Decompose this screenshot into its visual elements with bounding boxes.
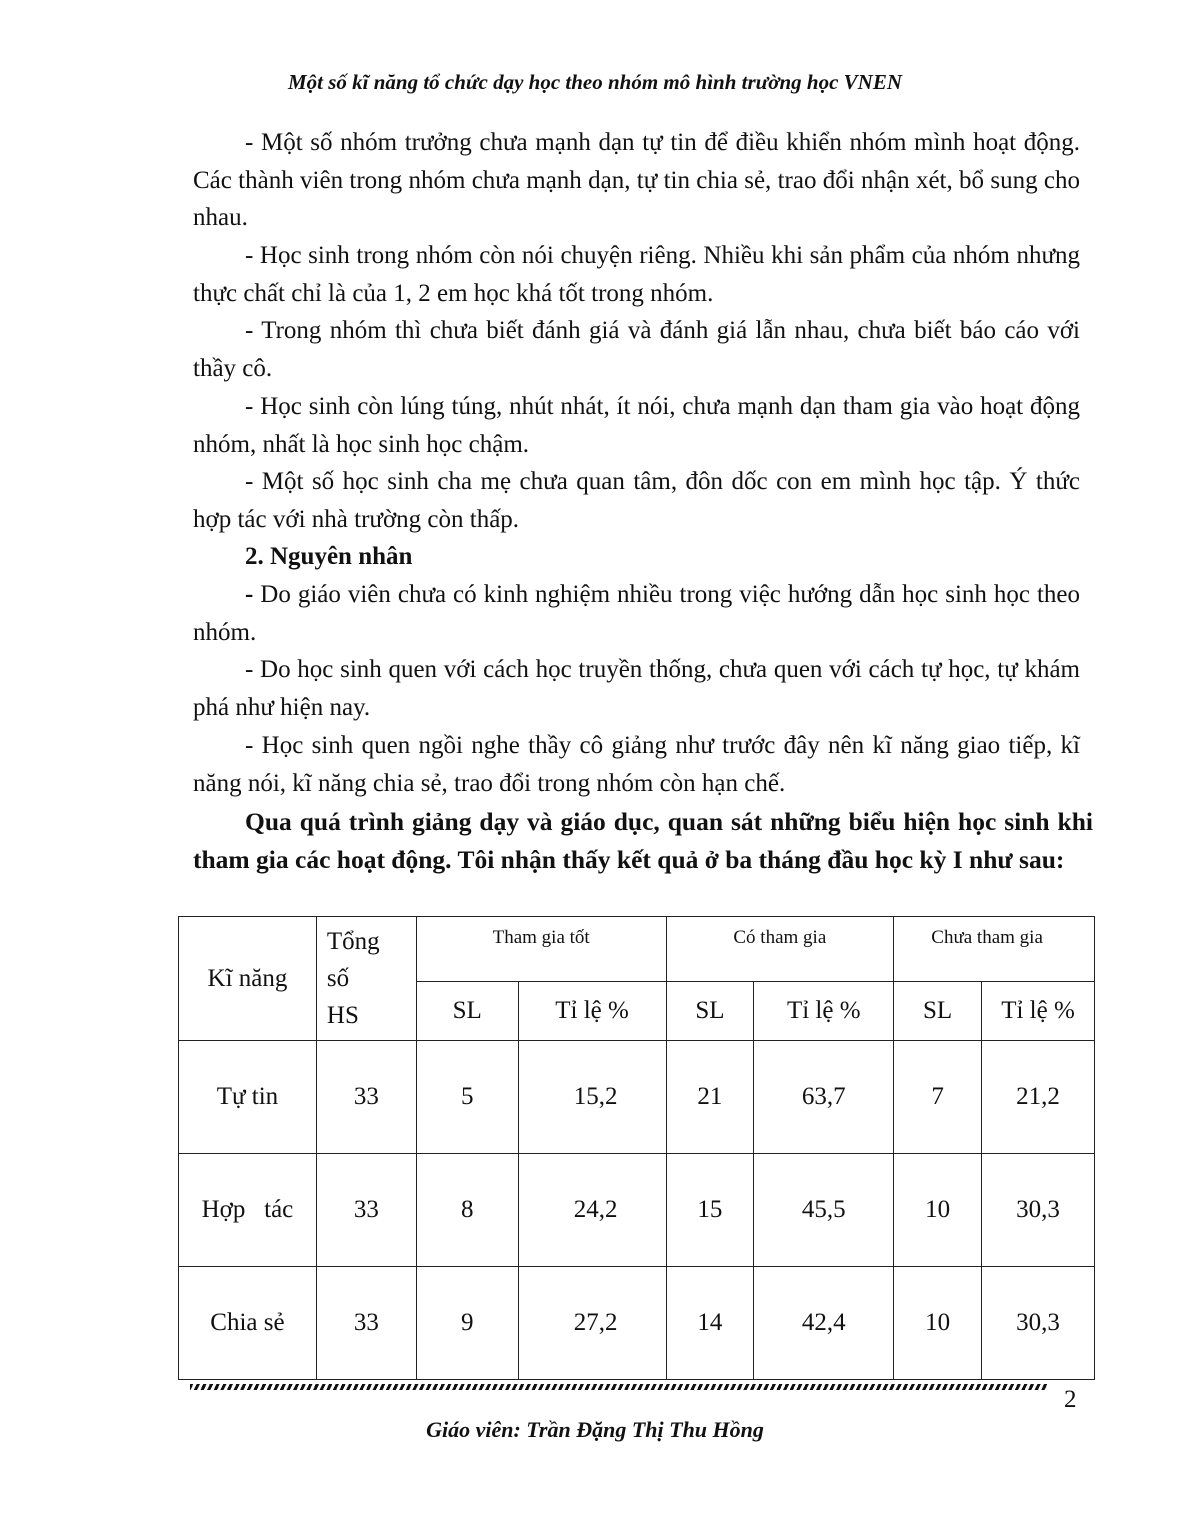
running-header: Một số kĩ năng tổ chức dạy học theo nhóm mô hình trường học VNEN: [287, 70, 903, 94]
cell-value: 8: [416, 1154, 518, 1267]
cell-value: 10: [894, 1154, 982, 1267]
results-table: [178, 916, 1095, 1380]
cell-total: 33: [316, 1267, 416, 1380]
header-rate: Tỉ lệ %: [518, 982, 666, 1041]
cause-text: - Học sinh quen ngồi nghe thầy cô giảng như trước đây nên kĩ năng giao tiếp, kĩ năng nói, kĩ năng chia sẻ, trao đổi trong nhóm còn hạn chế.: [193, 732, 1080, 797]
cell-value: 30,3: [982, 1267, 1095, 1380]
cell-total: 33: [316, 1041, 416, 1154]
cell-value: 21,2: [982, 1041, 1095, 1154]
cause-paragraph: [193, 727, 1080, 802]
paragraph: - Một số nhóm trưởng chưa mạnh dạn tự tin để điều khiển nhóm mình hoạt động. Các thành viên trong nhóm chưa mạnh dạn, tự tin chia sẻ, trao đổi nhận xét, bổ sung cho nhau.: [193, 129, 1080, 231]
header-group-good: Tham gia tốt: [416, 917, 666, 982]
cell-value: 10: [894, 1267, 982, 1380]
cell-value: 15,2: [518, 1041, 666, 1154]
cause-text: Do giáo viên chưa có kinh nghiệm nhiều trong việc hướng dẫn học sinh học theo nhóm.: [193, 581, 1080, 646]
cause-dash: -: [245, 581, 254, 608]
table-row: [179, 1154, 1095, 1267]
header-group-some: Có tham gia: [666, 917, 894, 982]
table-row: [179, 1041, 1095, 1154]
cell-value: 15: [666, 1154, 754, 1267]
header-group-none: Chưa tham gia: [894, 917, 1095, 982]
cell-skill: Hợp tác: [179, 1154, 317, 1267]
cause-paragraph: [193, 576, 1080, 651]
cell-value: 9: [416, 1267, 518, 1380]
cell-value: 21: [666, 1041, 754, 1154]
cell-value: 14: [666, 1267, 754, 1380]
cell-value: 5: [416, 1041, 518, 1154]
summary-paragraph: Qua quá trình giảng dạy và giáo dục, quan sát những biểu hiện học sinh khi tham gia các hoạt động. Tôi nhận thấy kết quả ở ba tháng đầu học kỳ I như sau:: [193, 807, 1093, 874]
cell-value: 45,5: [754, 1154, 894, 1267]
table-header-row: [179, 917, 1095, 982]
cell-value: 63,7: [754, 1041, 894, 1154]
paragraph: - Học sinh trong nhóm còn nói chuyện riêng. Nhiều khi sản phẩm của nhóm nhưng thực chất chỉ là của 1, 2 em học khá tốt trong nhóm.: [193, 242, 1080, 307]
cause-text: - Do học sinh quen với cách học truyền thống, chưa quen với cách tự học, tự khám phá như hiện nay.: [193, 656, 1080, 721]
paragraph: - Trong nhóm thì chưa biết đánh giá và đánh giá lẫn nhau, chưa biết báo cáo với thầy cô.: [193, 317, 1080, 382]
header-sl: SL: [666, 982, 754, 1041]
header-rate: Tỉ lệ %: [982, 982, 1095, 1041]
header-sl: SL: [416, 982, 518, 1041]
cell-skill: Chia sẻ: [179, 1267, 317, 1380]
section-title: 2. Nguyên nhân: [245, 543, 413, 570]
header-total: Tổng số HS: [316, 917, 416, 1041]
cell-value: 42,4: [754, 1267, 894, 1380]
cell-value: 27,2: [518, 1267, 666, 1380]
header-rate: Tỉ lệ %: [754, 982, 894, 1041]
cell-skill: Tự tin: [179, 1041, 317, 1154]
cell-value: 24,2: [518, 1154, 666, 1267]
paragraph: - Học sinh còn lúng túng, nhút nhát, ít nói, chưa mạnh dạn tham gia vào hoạt động nhóm, nhất là học sinh học chậm.: [193, 393, 1080, 458]
header-skill: Kĩ năng: [179, 917, 317, 1041]
paragraph: - Một số học sinh cha mẹ chưa quan tâm, đôn dốc con em mình học tập. Ý thức hợp tác với nhà trường còn thấp.: [193, 468, 1080, 533]
cell-value: 7: [894, 1041, 982, 1154]
cell-total: 33: [316, 1154, 416, 1267]
cell-value: 30,3: [982, 1154, 1095, 1267]
table-row: [179, 1267, 1095, 1380]
running-footer: Giáo viên: Trần Đặng Thị Thu Hồng: [426, 1417, 764, 1442]
footer-rule: [190, 1384, 1048, 1390]
header-sl: SL: [894, 982, 982, 1041]
page-number: 2: [1064, 1386, 1077, 1413]
cause-paragraph: [193, 651, 1080, 726]
